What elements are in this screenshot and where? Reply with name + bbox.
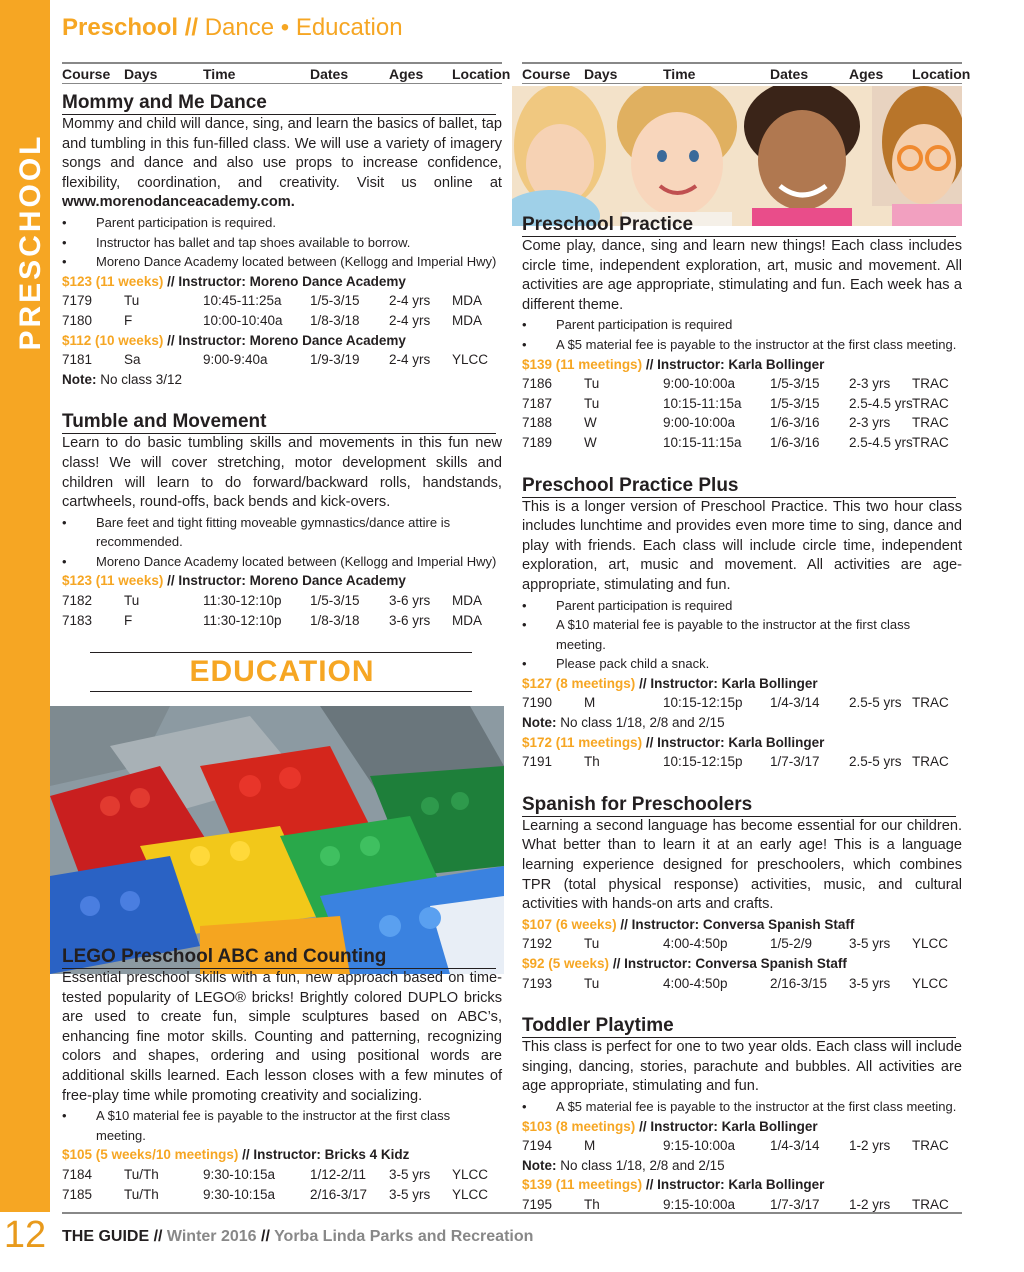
course-bullets xyxy=(62,513,502,572)
table-row: 7184 Tu/Th 9:30-10:15a 1/12-2/11 3-5 yrs YLCC xyxy=(62,1166,489,1182)
price-line: $123 (11 weeks) // Instructor: Moreno Dance Academy xyxy=(62,273,406,289)
bullet-item: • A $10 material fee is payable to the instructor at the first class meeting. xyxy=(62,1106,502,1145)
course-title: Mommy and Me Dance xyxy=(62,92,496,115)
bullet-item: • Moreno Dance Academy located between (Kellogg and Imperial Hwy) xyxy=(62,252,502,272)
lego-section xyxy=(62,946,502,1204)
course-description: This is a longer version of Preschool Practice. This two hour class includes lunchtime and provides even more time to sing, dance and play with friends. Each class will include circle time, independent exploration, art, music and movement. All activities are age-appropriate, stimulating and fun. xyxy=(522,498,962,593)
table-row: 7193 Tu 4:00-4:50p 2/16-3/15 3-5 yrs YLCC xyxy=(522,975,949,991)
course-title: Preschool Practice Plus xyxy=(522,475,956,498)
course-description: Mommy and child will dance, sing, and learn the basics of ballet, tap and tumbling in this fun-filled class. We will use a variety of imagery songs and dance and also use props to increase confidence, flexibility, coordination, and creativity. Visit us online at www.morenodanceacademy.com. xyxy=(62,116,502,211)
course-title: Tumble and Movement xyxy=(62,411,496,434)
price-line: $123 (11 weeks) // Instructor: Moreno Dance Academy xyxy=(62,573,406,589)
course-bullets xyxy=(62,1106,502,1145)
price-line: $127 (8 meetings) // Instructor: Karla Bollinger xyxy=(522,675,818,691)
table-row: 7183 F 11:30-12:10p 1/8-3/18 3-6 yrs MDA xyxy=(62,612,482,628)
col-days: Days xyxy=(584,65,618,82)
page-title-bold: Preschool // xyxy=(62,14,199,41)
lego-bricks-photo xyxy=(50,706,504,974)
course-note: Note: No class 1/18, 2/8 and 2/15 xyxy=(522,715,725,731)
table-row: 7195 Th 9:15-10:00a 1/7-3/17 1-2 yrs TRAC xyxy=(522,1196,949,1212)
right-column xyxy=(522,206,962,1215)
bullet-item: • A $10 material fee is payable to the instructor at the first class meeting. xyxy=(522,615,962,654)
price-line: $112 (10 weeks) // Instructor: Moreno Dance Academy xyxy=(62,332,406,348)
bullet-item: • Instructor has ballet and tap shoes available to borrow. xyxy=(62,233,502,253)
table-row: 7185 Tu/Th 9:30-10:15a 2/16-3/17 3-5 yrs YLCC xyxy=(62,1186,489,1202)
col-dates: Dates xyxy=(310,65,349,82)
table-row: 7179 Tu 10:45-11:25a 1/5-3/15 2-4 yrs MDA xyxy=(62,293,482,309)
price-line: $139 (11 meetings) // Instructor: Karla Bollinger xyxy=(522,356,825,372)
price-line: $107 (6 weeks) // Instructor: Conversa Spanish Staff xyxy=(522,916,855,932)
bullet-item: • Please pack child a snack. xyxy=(522,654,962,674)
footer-divider xyxy=(62,1212,962,1214)
price-line: $103 (8 meetings) // Instructor: Karla Bollinger xyxy=(522,1118,818,1134)
course-description: Learn to do basic tumbling skills and movements in this fun new class! We will cover stretching, motor development skills and children will learn to do forward/backward rolls, handstands, cartwheels, round-offs, back bends and kick-overs. xyxy=(62,435,502,511)
column-headers xyxy=(62,62,511,84)
col-days: Days xyxy=(124,65,158,82)
table-row: 7187 Tu 10:15-11:15a 1/5-3/15 2.5-4.5 yrs TRAC xyxy=(522,395,949,411)
col-location: Location xyxy=(912,65,971,82)
course-description: This class is perfect for one to two year olds. Each class will include singing, dancing, stories, parachute and bubbles. All activities are age appropriate, stimulating and fun. xyxy=(522,1039,962,1095)
col-ages: Ages xyxy=(849,65,884,82)
col-dates: Dates xyxy=(770,65,809,82)
right-column-header xyxy=(522,62,971,84)
table-row: 7189 W 10:15-11:15a 1/6-3/16 2.5-4.5 yrs TRAC xyxy=(522,434,949,450)
course-bullets xyxy=(62,213,502,272)
column-headers xyxy=(522,62,971,84)
col-time: Time xyxy=(203,65,236,82)
page-title-rest: Dance • Education xyxy=(198,14,403,41)
course-description: Essential preschool skills with a fun, new approach based on time-tested popularity of LEGO® bricks! Brightly colored DUPLO bricks are used to create fun, simple sculptures based on ABC’s, enhancing fine motor skills. Counting and patterning, recognizing colors and shapes, ordering and using positional words are additional skills learned. Each lesson closes with a few minutes of free-play time while promoting creativity and socializing. xyxy=(62,970,502,1104)
col-course: Course xyxy=(522,65,571,82)
col-time: Time xyxy=(663,65,696,82)
education-heading: EDUCATION xyxy=(189,655,375,689)
course-note: Note: No class 3/12 xyxy=(62,371,183,387)
website-link[interactable]: www.morenodanceacademy.com. xyxy=(62,194,295,211)
price-line: $172 (11 meetings) // Instructor: Karla Bollinger xyxy=(522,734,825,750)
table-row: 7188 W 9:00-10:00a 1/6-3/16 2-3 yrs TRAC xyxy=(522,415,949,431)
page-footer: THE GUIDE // Winter 2016 // Yorba Linda Parks and Recreation xyxy=(62,1228,534,1245)
bullet-item: • Parent participation is required xyxy=(522,315,962,335)
table-row: 7190 M 10:15-12:15p 1/4-3/14 2.5-5 yrs TRAC xyxy=(522,695,949,711)
price-line: $139 (11 meetings) // Instructor: Karla Bollinger xyxy=(522,1177,825,1193)
section-label: PRESCHOOL xyxy=(14,133,47,351)
table-row: 7182 Tu 11:30-12:10p 1/5-3/15 3-6 yrs MDA xyxy=(62,593,482,609)
table-row: 7192 Tu 4:00-4:50p 1/5-2/9 3-5 yrs YLCC xyxy=(522,936,949,952)
col-location: Location xyxy=(452,65,511,82)
preschool-kids-photo xyxy=(512,86,962,226)
table-row: 7191 Th 10:15-12:15p 1/7-3/17 2.5-5 yrs TRAC xyxy=(522,754,949,770)
course-title: Spanish for Preschoolers xyxy=(522,794,956,817)
table-row: 7186 Tu 9:00-10:00a 1/5-3/15 2-3 yrs TRAC xyxy=(522,376,949,392)
col-ages: Ages xyxy=(389,65,424,82)
sidebar-band xyxy=(0,0,50,1212)
bullet-item: • Parent participation is required xyxy=(522,596,962,616)
table-row: 7180 F 10:00-10:40a 1/8-3/18 2-4 yrs MDA xyxy=(62,312,482,328)
price-line: $92 (5 weeks) // Instructor: Conversa Spanish Staff xyxy=(522,956,847,971)
divider xyxy=(90,691,472,692)
bullet-item: • Parent participation is required. xyxy=(62,213,502,233)
course-description: Learning a second language has become essential for our children. What better than to learn it at an early age! This is a language learning experience designed for preschoolers, which combines TPR (total physical response) activities, music, and cultural activities with hands-on arts and crafts. xyxy=(522,817,962,913)
col-course: Course xyxy=(62,65,111,82)
course-bullets xyxy=(522,1097,962,1117)
course-title: Preschool Practice xyxy=(522,214,956,237)
bullet-item: • Moreno Dance Academy located between (Kellogg and Imperial Hwy) xyxy=(62,552,502,572)
table-row: 7194 M 9:15-10:00a 1/4-3/14 1-2 yrs TRAC xyxy=(522,1138,949,1154)
course-description: Come play, dance, sing and learn new things! Each class includes circle time, independent exploration, art, music and movement. All activities are age appropriate, stimulating and fun. Each week has a different theme. xyxy=(522,238,962,313)
price-line: $105 (5 weeks/10 meetings) // Instructor: Bricks 4 Kidz xyxy=(62,1147,410,1163)
table-row: 7181 Sa 9:00-9:40a 1/9-3/19 2-4 yrs YLCC xyxy=(62,352,489,368)
left-column xyxy=(62,62,511,692)
page-title xyxy=(62,14,403,42)
bullet-item: • Bare feet and tight fitting moveable gymnastics/dance attire is recommended. xyxy=(62,513,502,552)
course-title: LEGO Preschool ABC and Counting xyxy=(62,946,496,969)
bullet-item: • A $5 material fee is payable to the instructor at the first class meeting. xyxy=(522,335,962,355)
page-number: 12 xyxy=(3,1214,47,1256)
course-bullets xyxy=(522,315,962,354)
course-note: Note: No class 1/18, 2/8 and 2/15 xyxy=(522,1157,725,1173)
course-bullets xyxy=(522,596,962,674)
bullet-item: • A $5 material fee is payable to the instructor at the first class meeting. xyxy=(522,1097,962,1117)
course-title: Toddler Playtime xyxy=(522,1015,956,1038)
